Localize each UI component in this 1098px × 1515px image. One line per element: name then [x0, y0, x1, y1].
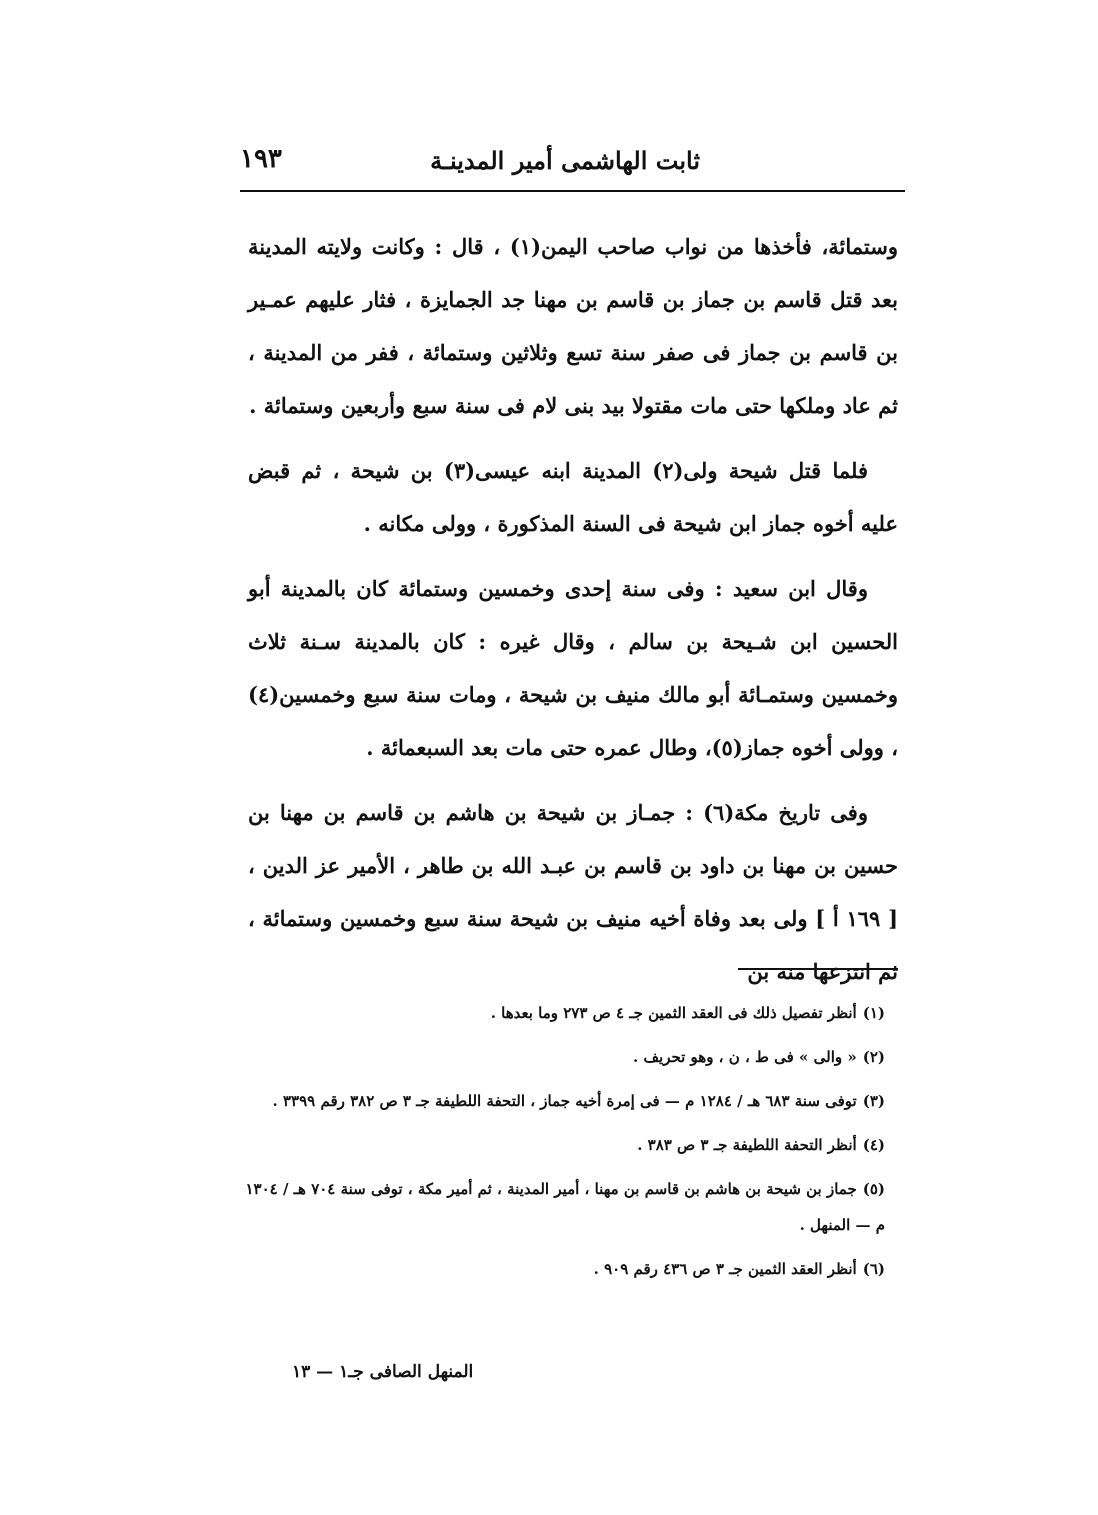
paragraph-4: وفى تاريخ مكة(٦) : جمـاز بن شيحة بن هاشم بن قاسم بن مهنا بن حسين بن مهنا بن داود بن قاسم بن عبـد الله بن طاهر ، الأمير عز الدين ، [ ١٦٩ أ ] ولى بعد وفاة أخيه منيف بن شيحة سنة سبع وخمسين وستمائة ، ثم انتزعها منه بن: [248, 800, 899, 984]
running-title: ثابت الهاشمى أمير المدينـة: [430, 146, 700, 175]
footnote-6: (٦)أنظر العقد الثمين جـ ٣ ص ٤٣٦ رقم ٩٠٩ .: [593, 1260, 885, 1278]
signature-line: المنهل الصافى جـ١ — ١٣: [292, 1362, 474, 1382]
page-header: [240, 138, 905, 188]
footnote-2: (٢)« والى » فى ط ، ن ، وهو تحريف .: [633, 1048, 885, 1066]
paragraph-3: وقال ابن سعيد : وفى سنة إحدى وخمسين وستمائة كان بالمدينة أبو الحسين ابن شـيحة بن سالم ، وقال غيره : كان بالمدينة سـنة ثلاث وخمسين وستمـائة أبو مالك منيف بن شيحة ، ومات سنة سبع وخمسين(٤) ، وولى أخوه جماز(٥)، وطال عمره حتى مات بعد السبعمائة .: [248, 576, 898, 760]
paragraph-1: وستمائة، فأخذها من نواب صاحب اليمن(١) ، قال : وكانت ولايته المدينة بعد قتل قاسم بن جماز بن قاسم بن مهنا جد الجمايزة ، فثار عليهم عمـير بن قاسم بن جماز فى صفر سنة تسع وثلاثين وستمائة ، ففر من المدينة ، ثم عاد وملكها حتى مات مقتولا بيد بنى لام فى سنة سبع وأربعين وستمائة .: [248, 234, 898, 418]
footnote-1: (١)أنظر تفصيل ذلك فى العقد الثمين جـ ٤ ص ٢٧٣ وما بعدها .: [490, 1004, 885, 1022]
footnotes: [245, 995, 885, 1295]
paragraph-2: فلما قتل شيحة ولى(٢) المدينة ابنه عيسى(٣) بن شيحة ، ثم قبض عليه أخوه جماز ابن شيحة فى السنة المذكورة ، وولى مكانه .: [248, 458, 898, 536]
header-rule: [240, 190, 905, 192]
footnote-rule: [738, 968, 898, 970]
page-number: ١٩٣: [240, 144, 282, 174]
footnote-3: (٣)توفى سنة ٦٨٣ هـ / ١٢٨٤ م — فى إمرة أخيه جماز ، التحفة اللطيفة جـ ٣ ص ٣٨٢ رقم ٣٣٩٩ .: [272, 1092, 885, 1110]
footnote-5: (٥)جماز بن شيحة بن هاشم بن قاسم بن مهنا ، أمير المدينة ، ثم أمير مكة ، توفى سنة ٧٠٤ هـ / ١٣٠٤ م — المنهل .: [245, 1180, 885, 1234]
body-text: [248, 220, 898, 1010]
footnote-4: (٤)أنظر التحفة اللطيفة جـ ٣ ص ٣٨٣ .: [637, 1136, 885, 1154]
